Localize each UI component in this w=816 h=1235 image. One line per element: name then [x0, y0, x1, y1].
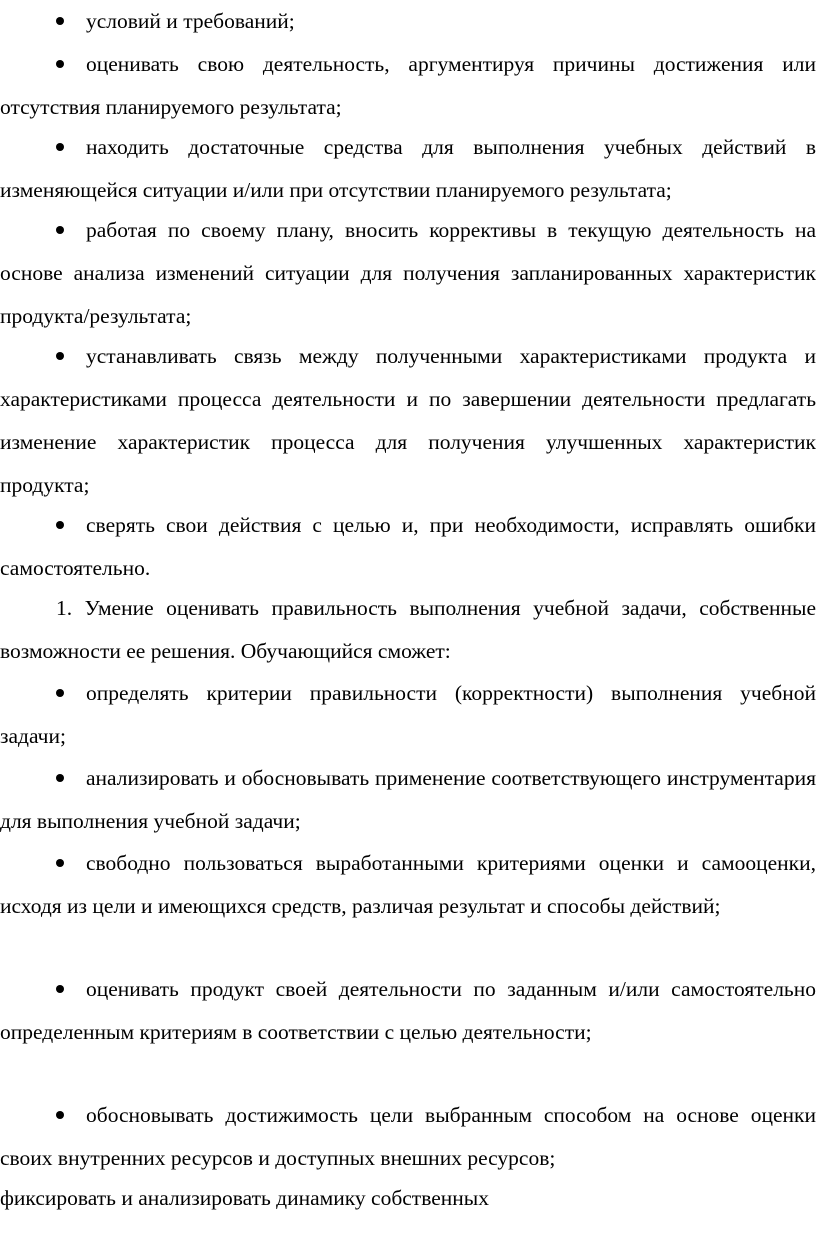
bullet-icon: [56, 757, 86, 800]
bullet-text: определять критерии правильности (корректности) выполнения учебной задачи;: [0, 681, 816, 748]
bullet-icon: [56, 43, 86, 86]
bullet-item: [0, 842, 816, 928]
bullet-text: оценивать продукт своей деятельности по заданным и/или самостоятельно определенным критериям в соответствии с целью деятельности;: [0, 977, 816, 1044]
bullet-text: оценивать свою деятельность, аргументируя причины достижения или отсутствия планируемого результата;: [0, 52, 816, 119]
bullet-item: [0, 43, 816, 129]
bullet-item: [0, 1094, 816, 1180]
bullet-text: свободно пользоваться выработанными критериями оценки и самооценки, исходя из цели и имеющихся средств, различая результат и способы действий;: [0, 851, 816, 918]
plain-paragraph: [0, 1177, 816, 1220]
bullet-icon: [56, 209, 86, 252]
bullet-item: [0, 335, 816, 507]
bullet-text: устанавливать связь между полученными характеристиками продукта и характеристиками процесса деятельности и по завершении деятельности предлагать изменение характеристик процесса для получения улучшенных характеристик продукта;: [0, 344, 816, 497]
bullet-item: [0, 0, 816, 43]
bullet-icon: [56, 335, 86, 378]
bullet-item: [0, 757, 816, 843]
bullet-icon: [56, 672, 86, 715]
bullet-text: условий и требований;: [86, 9, 295, 33]
plain-text: фиксировать и анализировать динамику собственных: [0, 1186, 489, 1210]
bullet-text: находить достаточные средства для выполнения учебных действий в изменяющейся ситуации и/или при отсутствии планируемого результата;: [0, 135, 816, 202]
bullet-text: сверять свои действия с целью и, при необходимости, исправлять ошибки самостоятельно.: [0, 513, 816, 580]
bullet-text: анализировать и обосновывать применение соответствующего инструментария для выполнения учебной задачи;: [0, 766, 816, 833]
bullet-icon: [56, 842, 86, 885]
bullet-icon: [56, 968, 86, 1011]
bullet-icon: [56, 504, 86, 547]
bullet-item: [0, 968, 816, 1054]
bullet-icon: [56, 0, 86, 43]
item-number: 1.: [56, 596, 73, 620]
bullet-text: обосновывать достижимость цели выбранным способом на основе оценки своих внутренних ресурсов и доступных внешних ресурсов;: [0, 1103, 816, 1170]
bullet-item: [0, 504, 816, 590]
bullet-icon: [56, 1094, 86, 1137]
bullet-item: [0, 126, 816, 212]
numbered-item: [0, 587, 816, 673]
numbered-text: Умение оценивать правильность выполнения учебной задачи, собственные возможности ее решения. Обучающийся сможет:: [0, 596, 816, 663]
bullet-icon: [56, 126, 86, 169]
bullet-item: [0, 672, 816, 758]
bullet-text: работая по своему плану, вносить коррективы в текущую деятельность на основе анализа изменений ситуации для получения запланированных характеристик продукта/результата;: [0, 218, 816, 328]
bullet-item: [0, 209, 816, 338]
